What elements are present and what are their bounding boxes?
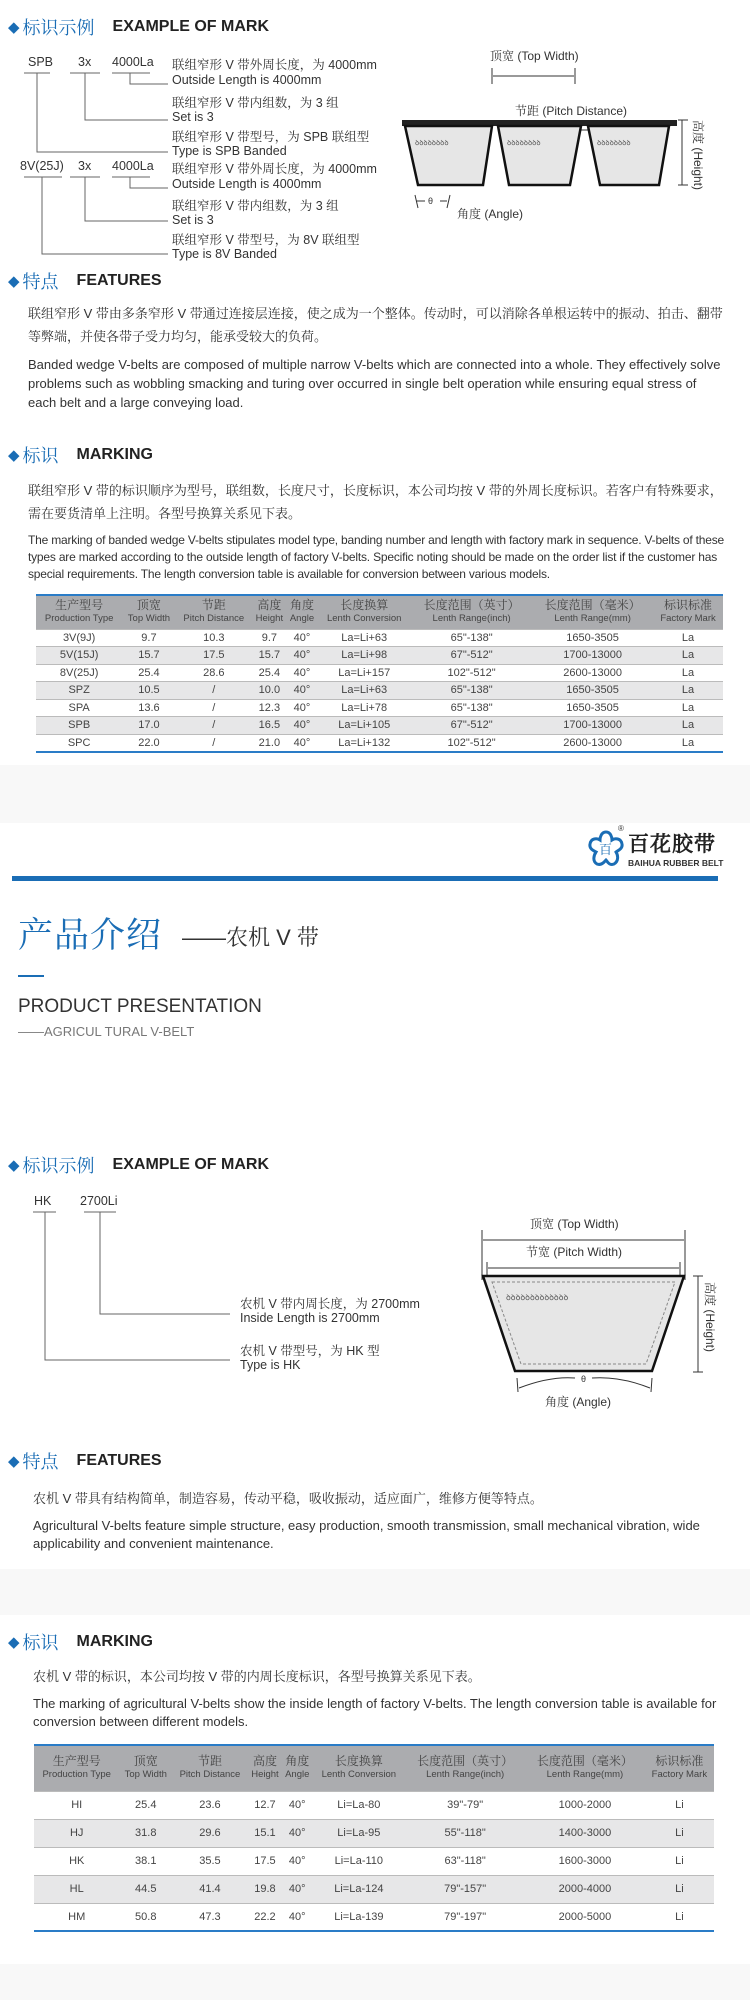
table-cell: 1700-13000 <box>532 717 653 735</box>
mark1-desc: Outside Length is 4000mm <box>172 73 322 87</box>
diamond-icon: ◆ <box>8 273 20 290</box>
column-header: 长度换算 Lenth Conversion <box>317 595 411 629</box>
table-cell: 13.6 <box>122 699 175 717</box>
table-cell: 41.4 <box>172 1875 248 1903</box>
table-cell: HI <box>34 1791 119 1819</box>
table-cell: Li=La-124 <box>312 1875 405 1903</box>
table-cell: La=Li+63 <box>317 682 411 700</box>
pitch-label: 节距 (Pitch Distance) <box>515 104 628 118</box>
table-cell: 2600-13000 <box>532 664 653 682</box>
features-text-cn-1: 联组窄形 V 带由多条窄形 V 带通过连接层连接，使之成为一个整体。传动时，可以消除各单根运转中的振动、拍击、翻带等弊端，并使各带子受力均匀，能承受较大的负荷。 <box>28 306 723 344</box>
mark2-desc: Outside Length is 4000mm <box>172 177 322 191</box>
brand-name-en: BAIHUA RUBBER BELT <box>628 858 724 868</box>
table-cell: 40° <box>282 1847 312 1875</box>
features-text-en-2: Agricultural V-belts feature simple structure, easy production, smooth transmission, small mechanical vibration, wide applicability and convenient maintenance. <box>33 1518 700 1551</box>
diamond-icon: ◆ <box>8 1453 20 1470</box>
marking-heading-1: ◆ 标识 MARKING <box>8 446 153 466</box>
table-row <box>36 734 723 752</box>
table-cell: 10.5 <box>122 682 175 700</box>
mark-type-hk: HK <box>34 1194 52 1208</box>
table-header-row <box>34 1745 714 1791</box>
brand-name-cn: 百花胶带 <box>628 833 716 856</box>
table-cell: La=Li+63 <box>317 629 411 647</box>
table-cell: La <box>653 647 723 665</box>
mark2-type: 8V(25J) <box>20 159 64 173</box>
column-header: 标识标准 Factory Mark <box>653 595 723 629</box>
table-row <box>34 1791 714 1819</box>
column-header: 角度 Angle <box>287 595 318 629</box>
marking-text-cn-2: 农机 V 带的标识，本公司均按 V 带的内周长度标识，各型号换算关系见下表。 <box>33 1669 481 1684</box>
table-row <box>36 717 723 735</box>
table-cell: 23.6 <box>172 1791 248 1819</box>
marking-text-en-2: The marking of agricultural V-belts show the inside length of factory V-belts. The length conversion table is available for conversion between different models. <box>33 1696 717 1729</box>
table-cell: 47.3 <box>172 1903 248 1931</box>
column-header: 顶宽 Top Width <box>119 1745 172 1791</box>
mark1-type: SPB <box>28 55 54 69</box>
table-cell: 25.4 <box>252 664 287 682</box>
registered-mark: ® <box>618 824 624 833</box>
table-cell: La <box>653 734 723 752</box>
table-row <box>36 629 723 647</box>
features-heading-1: ◆ 特点 FEATURES <box>8 272 162 292</box>
table-row <box>36 699 723 717</box>
theta-label: θ <box>581 1374 587 1384</box>
table-row <box>34 1847 714 1875</box>
mark1-sets: 3x <box>78 55 92 69</box>
table-cell: 22.2 <box>248 1903 282 1931</box>
table-cell: 25.4 <box>119 1791 172 1819</box>
table-cell: 12.3 <box>252 699 287 717</box>
table-cell: 2000-4000 <box>525 1875 645 1903</box>
table-header-row <box>36 595 723 629</box>
example-heading-2: ◆ 标识示例 EXAMPLE OF MARK <box>8 1156 269 1176</box>
table-cell: 9.7 <box>252 629 287 647</box>
intro-title-en: PRODUCT PRESENTATION <box>18 996 262 1017</box>
mark2-desc: 联组窄形 V 带型号，为 8V 联组型 <box>172 233 360 247</box>
table-cell: / <box>176 699 253 717</box>
column-header: 角度 Angle <box>282 1745 312 1791</box>
table-cell: SPC <box>36 734 122 752</box>
table-row <box>36 682 723 700</box>
mark2-desc: Set is 3 <box>172 213 214 227</box>
table-cell: HL <box>34 1875 119 1903</box>
mark2-sets: 3x <box>78 159 92 173</box>
table-cell: 21.0 <box>252 734 287 752</box>
table-cell: 65"-138" <box>411 629 532 647</box>
table-cell: Li <box>645 1847 714 1875</box>
banded-belt-diagram <box>395 40 725 230</box>
table-cell: 2000-5000 <box>525 1903 645 1931</box>
table-row <box>34 1819 714 1847</box>
column-header: 标识标准 Factory Mark <box>645 1745 714 1791</box>
table-cell: 5V(15J) <box>36 647 122 665</box>
table-cell: / <box>176 682 253 700</box>
table-cell: 79"-157" <box>405 1875 525 1903</box>
mark1-length: 4000La <box>112 55 154 69</box>
table-row <box>36 664 723 682</box>
table-cell: 31.8 <box>119 1819 172 1847</box>
table-cell: La <box>653 699 723 717</box>
column-header: 高度 Height <box>248 1745 282 1791</box>
table-cell: 35.5 <box>172 1847 248 1875</box>
column-header: 长度换算 Lenth Conversion <box>312 1745 405 1791</box>
table-cell: / <box>176 717 253 735</box>
table-cell: 10.3 <box>176 629 253 647</box>
mark1-desc: 联组窄形 V 带外周长度，为 4000mm <box>172 58 377 72</box>
table-cell: La=Li+105 <box>317 717 411 735</box>
table-cell: 29.6 <box>172 1819 248 1847</box>
mark-leader-lines-2 <box>0 1190 240 1390</box>
marking-text-cn-1: 联组窄形 V 带的标识顺序为型号，联组数，长度尺寸，长度标识，本公司均按 V 带的外周长度标识。若客户有特殊要求，需在要货清单上注明。各型号换算关系见下表。 <box>28 483 723 521</box>
intro-title: 产品介绍 <box>18 916 163 955</box>
mark2-desc: 联组窄形 V 带内组数，为 3 组 <box>172 199 339 213</box>
mark2-length: 4000La <box>112 159 154 173</box>
table-cell: 25.4 <box>122 664 175 682</box>
svg-text:ꝺꝺꝺꝺꝺꝺꝺꝺꝺꝺꝺꝺꝺ: ꝺꝺꝺꝺꝺꝺꝺꝺꝺꝺꝺꝺꝺ <box>506 1293 569 1302</box>
svg-text:百: 百 <box>599 842 613 857</box>
table-cell: 22.0 <box>122 734 175 752</box>
table-cell: 17.0 <box>122 717 175 735</box>
features-text-en-1: Banded wedge V-belts are composed of multiple narrow V-belts which are connected into a whole. They effectively solve problems such as wobbling smacking and turing over occurred in single belt operation while ensuring equal stress of each belt and a large conveying load. <box>28 357 721 410</box>
column-header: 生产型号 Production Type <box>36 595 122 629</box>
table-cell: 63"-118" <box>405 1847 525 1875</box>
column-header: 长度范围（毫米） Lenth Range(mm) <box>525 1745 645 1791</box>
table-cell: 1650-3505 <box>532 699 653 717</box>
conversion-table-1 <box>36 594 723 753</box>
intro-subtitle-en: ——AGRICUL TURAL V-BELT <box>18 1024 195 1039</box>
table-cell: 55"-118" <box>405 1819 525 1847</box>
section-divider <box>0 765 750 823</box>
table-cell: La=Li+78 <box>317 699 411 717</box>
diamond-icon: ◆ <box>8 1634 20 1651</box>
table-cell: Li=La-80 <box>312 1791 405 1819</box>
mark1-desc: 联组窄形 V 带内组数，为 3 组 <box>172 96 339 110</box>
table-cell: Li <box>645 1819 714 1847</box>
mark2-desc: 联组窄形 V 带外周长度，为 4000mm <box>172 162 377 176</box>
column-header: 生产型号 Production Type <box>34 1745 119 1791</box>
conversion-table-2 <box>34 1744 714 1932</box>
brand-logo <box>588 824 724 868</box>
table-cell: 79"-197" <box>405 1903 525 1931</box>
table-cell: La <box>653 629 723 647</box>
accent-dash <box>18 975 44 977</box>
table-cell: SPB <box>36 717 122 735</box>
table-cell: 38.1 <box>119 1847 172 1875</box>
table-cell: 40° <box>287 699 318 717</box>
table-cell: 102"-512" <box>411 734 532 752</box>
table-cell: 44.5 <box>119 1875 172 1903</box>
diamond-icon: ◆ <box>8 447 20 464</box>
column-header: 节距 Pitch Distance <box>176 595 253 629</box>
features-text-cn-2: 农机 V 带具有结构简单，制造容易，传动平稳，吸收振动，适应面广，维修方便等特点。 <box>33 1491 543 1506</box>
column-header: 顶宽 Top Width <box>122 595 175 629</box>
table-cell: La <box>653 717 723 735</box>
table-cell: La=Li+98 <box>317 647 411 665</box>
mark-desc: 农机 V 带内周长度，为 2700mm <box>240 1297 420 1311</box>
table-cell: Li <box>645 1875 714 1903</box>
features-heading-2: ◆ 特点 FEATURES <box>8 1452 162 1472</box>
table-row <box>34 1875 714 1903</box>
table-cell: 8V(25J) <box>36 664 122 682</box>
page-footer-band <box>0 1964 750 2000</box>
table-cell: Li <box>645 1903 714 1931</box>
table-cell: La <box>653 682 723 700</box>
brand-rule <box>12 876 718 881</box>
diamond-icon: ◆ <box>8 1157 20 1174</box>
table-cell: 40° <box>287 734 318 752</box>
table-cell: 10.0 <box>252 682 287 700</box>
table-cell: 28.6 <box>176 664 253 682</box>
height-label: 高度 (Height) <box>691 120 705 191</box>
table-cell: 102"-512" <box>411 664 532 682</box>
table-cell: 16.5 <box>252 717 287 735</box>
angle-label: 角度 (Angle) <box>457 207 524 221</box>
intro-subtitle: ——农机 V 带 <box>182 925 319 950</box>
svg-text:ꝺꝺꝺꝺꝺꝺꝺꝺ: ꝺꝺꝺꝺꝺꝺꝺꝺ <box>597 140 631 147</box>
table-cell: 1700-13000 <box>532 647 653 665</box>
table-cell: 2600-13000 <box>532 734 653 752</box>
table-cell: / <box>176 734 253 752</box>
top-width-label: 顶宽 (Top Width) <box>530 1217 619 1231</box>
table-cell: 19.8 <box>248 1875 282 1903</box>
table-cell: SPA <box>36 699 122 717</box>
table-row <box>36 647 723 665</box>
table-cell: 40° <box>287 629 318 647</box>
table-cell: 40° <box>282 1903 312 1931</box>
table-cell: 1000-2000 <box>525 1791 645 1819</box>
column-header: 高度 Height <box>252 595 287 629</box>
table-cell: 65"-138" <box>411 699 532 717</box>
top-width-label: 顶宽 (Top Width) <box>490 49 579 63</box>
table-cell: 40° <box>282 1791 312 1819</box>
table-cell: Li=La-95 <box>312 1819 405 1847</box>
column-header: 长度范围（英寸） Lenth Range(inch) <box>411 595 532 629</box>
column-header: 长度范围（英寸） Lenth Range(inch) <box>405 1745 525 1791</box>
marking-heading-2: ◆ 标识 MARKING <box>8 1633 153 1653</box>
mark-length-hk: 2700Li <box>80 1194 118 1208</box>
table-cell: Li <box>645 1791 714 1819</box>
v-belt-diagram <box>470 1210 730 1420</box>
table-cell: 15.7 <box>122 647 175 665</box>
table-cell: 17.5 <box>248 1847 282 1875</box>
table-cell: 39"-79" <box>405 1791 525 1819</box>
pitch-width-label: 节宽 (Pitch Width) <box>526 1245 623 1259</box>
table-cell: 15.7 <box>252 647 287 665</box>
table-cell: HK <box>34 1847 119 1875</box>
table-cell: 17.5 <box>176 647 253 665</box>
mark-desc: Inside Length is 2700mm <box>240 1311 380 1325</box>
angle-label: 角度 (Angle) <box>545 1395 612 1409</box>
section-divider <box>0 1569 750 1615</box>
table-cell: 40° <box>282 1875 312 1903</box>
table-cell: 3V(9J) <box>36 629 122 647</box>
svg-text:ꝺꝺꝺꝺꝺꝺꝺꝺ: ꝺꝺꝺꝺꝺꝺꝺꝺ <box>507 140 541 147</box>
example-heading-1: ◆ 标识示例 EXAMPLE OF MARK <box>8 18 269 38</box>
table-cell: La <box>653 664 723 682</box>
table-cell: 65"-138" <box>411 682 532 700</box>
table-cell: 12.7 <box>248 1791 282 1819</box>
table-cell: 9.7 <box>122 629 175 647</box>
table-cell: 50.8 <box>119 1903 172 1931</box>
table-cell: Li=La-139 <box>312 1903 405 1931</box>
mark1-desc: Set is 3 <box>172 110 214 124</box>
table-cell: 67"-512" <box>411 647 532 665</box>
height-label: 高度 (Height) <box>703 1282 717 1353</box>
marking-text-en-1: The marking of banded wedge V-belts stipulates model type, banding number and length with factory mark in sequence. V-belts of these types are marked according to the outside length of factory V-belts. Specific noting should be made on the order list if the customer has special requirements. The length conversion table is available for conversion between various models. <box>28 533 725 581</box>
table-cell: 1400-3000 <box>525 1819 645 1847</box>
mark-desc: 农机 V 带型号，为 HK 型 <box>240 1344 380 1358</box>
table-cell: HJ <box>34 1819 119 1847</box>
svg-text:ꝺꝺꝺꝺꝺꝺꝺꝺ: ꝺꝺꝺꝺꝺꝺꝺꝺ <box>415 140 449 147</box>
table-cell: 1650-3505 <box>532 629 653 647</box>
table-cell: 1650-3505 <box>532 682 653 700</box>
theta-label: θ <box>428 196 434 206</box>
table-cell: La=Li+157 <box>317 664 411 682</box>
table-row <box>34 1903 714 1931</box>
table-cell: 40° <box>287 717 318 735</box>
flower-emblem-icon <box>588 828 624 868</box>
table-cell: 40° <box>287 682 318 700</box>
table-cell: Li=La-110 <box>312 1847 405 1875</box>
mark1-desc: 联组窄形 V 带型号，为 SPB 联组型 <box>172 130 370 144</box>
table-cell: SPZ <box>36 682 122 700</box>
table-cell: 40° <box>282 1819 312 1847</box>
table-cell: 67"-512" <box>411 717 532 735</box>
table-cell: 40° <box>287 647 318 665</box>
table-cell: 40° <box>287 664 318 682</box>
table-cell: 1600-3000 <box>525 1847 645 1875</box>
table-cell: La=Li+132 <box>317 734 411 752</box>
mark-desc: Type is HK <box>240 1358 301 1372</box>
table-cell: HM <box>34 1903 119 1931</box>
diamond-icon: ◆ <box>8 19 20 36</box>
column-header: 节距 Pitch Distance <box>172 1745 248 1791</box>
column-header: 长度范围（毫米） Lenth Range(mm) <box>532 595 653 629</box>
mark1-desc: Type is SPB Banded <box>172 144 287 158</box>
table-cell: 15.1 <box>248 1819 282 1847</box>
mark2-desc: Type is 8V Banded <box>172 247 277 261</box>
